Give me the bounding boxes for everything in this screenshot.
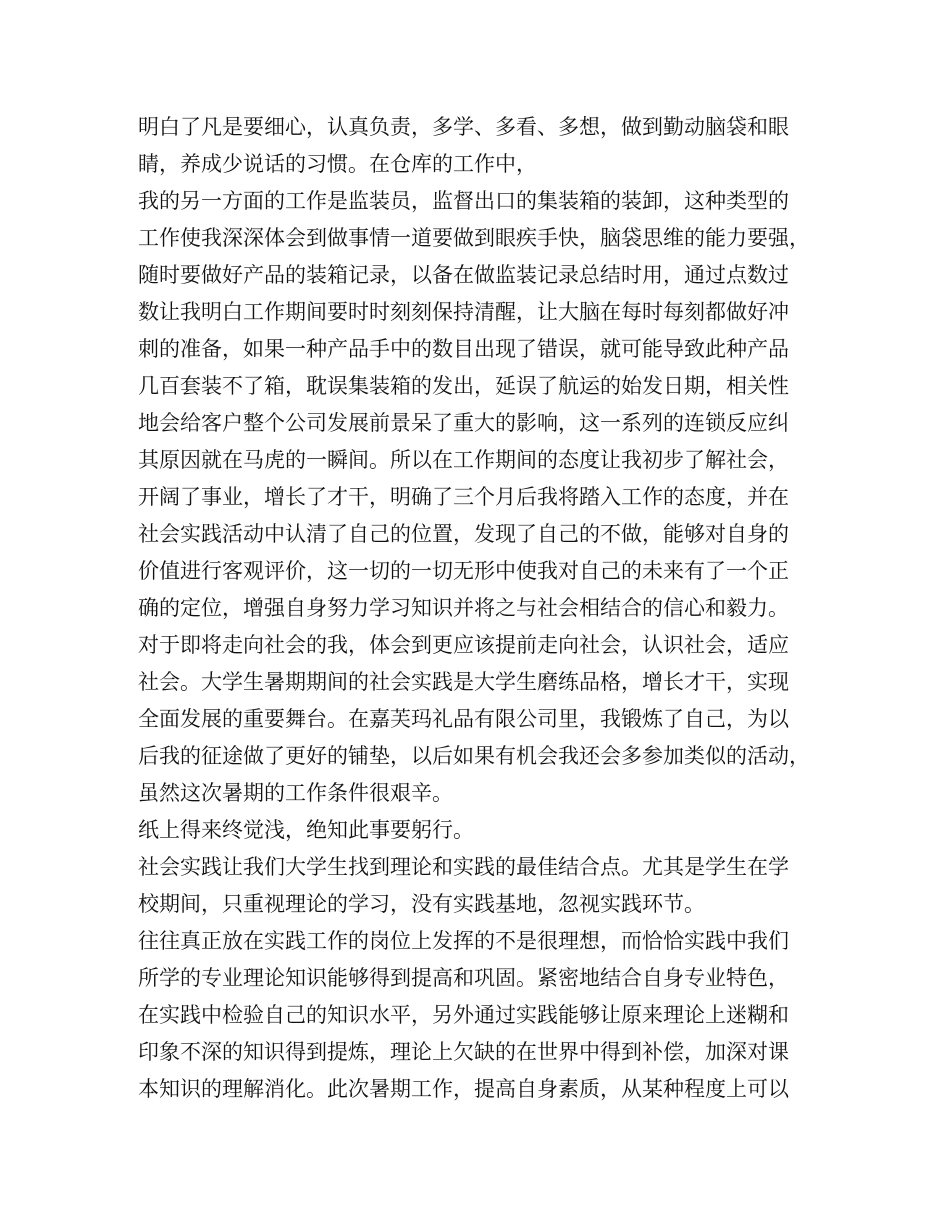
- text-line: 往往真正放在实践工作的岗位上发挥的不是很理想，而恰恰实践中我们: [138, 929, 789, 953]
- text-line: 睛，养成少说话的习惯。在仓库的工作中，: [138, 152, 537, 176]
- text-line: 本知识的理解消化。此次暑期工作，提高自身素质，从某种程度上可以: [138, 1077, 789, 1101]
- text-line: 地会给客户整个公司发展前景呆了重大的影响，这一系列的连锁反应纠: [138, 411, 789, 435]
- text-line: 校期间，只重视理论的学习，没有实践基地，忽视实践环节。: [138, 892, 705, 916]
- text-line: 所学的专业理论知识能够得到提高和巩固。紧密地结合自身专业特色，: [138, 966, 789, 990]
- text-line: 全面发展的重要舞台。在嘉芙玛礼品有限公司里，我锻炼了自己，为以: [138, 707, 789, 731]
- text-line: 社会实践让我们大学生找到理论和实践的最佳结合点。尤其是学生在学: [138, 855, 789, 879]
- text-line: 确的定位，增强自身努力学习知识并将之与社会相结合的信心和毅力。: [138, 596, 789, 620]
- text-line: 工作使我深深体会到做事情一道要做到眼疾手快，脑袋思维的能力要强，: [138, 226, 810, 250]
- text-line: 社会实践活动中认清了自己的位置，发现了自己的不做，能够对自身的: [138, 522, 789, 546]
- text-line: 明白了凡是要细心，认真负责，多学、多看、多想，做到勤动脑袋和眼: [138, 115, 789, 139]
- text-line: 价值进行客观评价，这一切的一切无形中使我对自己的未来有了一个正: [138, 559, 789, 583]
- text-line: 随时要做好产品的装箱记录，以备在做监装记录总结时用，通过点数过: [138, 263, 789, 287]
- text-line: 其原因就在马虎的一瞬间。所以在工作期间的态度让我初步了解社会，: [138, 448, 789, 472]
- text-line: 在实践中检验自己的知识水平，另外通过实践能够让原来理论上迷糊和: [138, 1003, 789, 1027]
- text-line: 几百套装不了箱，耽误集装箱的发出，延误了航运的始发日期，相关性: [138, 374, 789, 398]
- text-line: 虽然这次暑期的工作条件很艰辛。: [138, 781, 453, 805]
- text-line: 纸上得来终觉浅，绝知此事要躬行。: [138, 818, 474, 842]
- text-line: 数让我明白工作期间要时时刻刻保持清醒，让大脑在每时每刻都做好冲: [138, 300, 789, 324]
- text-line: 刺的准备，如果一种产品手中的数目出现了错误，就可能导致此种产品: [138, 337, 789, 361]
- text-line: 我的另一方面的工作是监装员，监督出口的集装箱的装卸，这种类型的: [138, 189, 789, 213]
- text-line: 印象不深的知识得到提炼，理论上欠缺的在世界中得到补偿，加深对课: [138, 1040, 789, 1064]
- text-line: 社会。大学生暑期期间的社会实践是大学生磨练品格，增长才干，实现: [138, 670, 789, 694]
- text-line: 后我的征途做了更好的铺垫，以后如果有机会我还会多参加类似的活动，: [138, 744, 810, 768]
- body-text: [138, 109, 828, 1108]
- text-line: 对于即将走向社会的我，体会到更应该提前走向社会，认识社会，适应: [138, 633, 789, 657]
- text-line: 开阔了事业，增长了才干，明确了三个月后我将踏入工作的态度，并在: [138, 485, 789, 509]
